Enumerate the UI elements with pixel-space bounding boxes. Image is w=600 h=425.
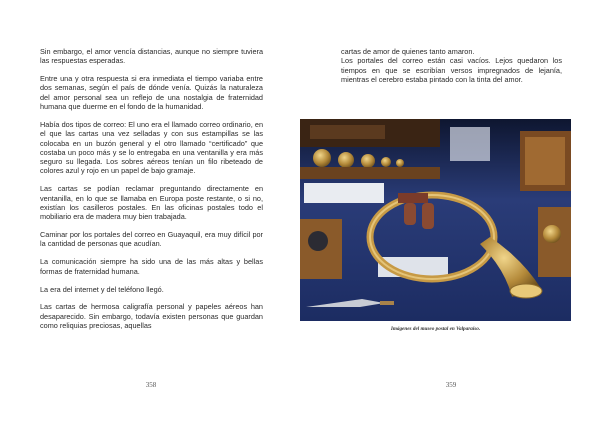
right-page-text [341,47,562,84]
paragraph: Entre una y otra respuesta si era inmediata el tiempo variaba entre dos semanas, según el país de dónde venía. Quizás la naturaleza del amor personal sea un reflejo de una nostalgia de fraternidad humana que duerme en el fondo de la humanidad. [40,74,263,112]
paragraph: Había dos tipos de correo: El uno era el llamado correo ordinario, en el que las cartas una vez selladas y con sus estampillas se las colocaba en un buzón general y el otro llamado “certificado” que costaba un poco más y se lo entregaba en una ventanilla y era más seguro su llegada. Los sobres aéreos tenían un filo ribeteado de colores azul y rojo en un papel de bajo gramaje. [40,119,263,176]
paragraph: Las cartas se podían reclamar preguntando directamente en ventanilla, en lo que se llamaba en Europa poste restante, o si no, existían los casilleros postales. En las oficinas postales todo el mobiliario era de madera muy bien trabajada. [40,184,263,222]
museum-display-photo [300,119,571,321]
page-number-left: 358 [145,381,157,389]
paragraph: Sin embargo, el amor vencía distancias, aunque no siempre tuviera las respuestas esperadas. [40,47,263,66]
postal-horn-icon [300,119,571,321]
paragraph: cartas de amor de quienes tanto amaron. [341,47,475,56]
left-page-text [40,47,263,339]
photo-caption: Imágenes del museo postal en Valparaíso. [390,326,481,332]
paragraph: La era del internet y del teléfono llegó. [40,284,164,294]
paragraph: Caminar por los portales del correo en Guayaquil, era muy difícil por la cantidad de personas que acudían. [40,230,263,249]
paragraph: Las cartas de hermosa caligrafía personal y papeles aéreos han desaparecido. Sin embargo, todavía existen personas que guardan como reliquias preciosas, aquellas [40,302,263,330]
page-number-right: 359 [445,381,457,389]
paragraph: La comunicación siempre ha sido una de las más altas y bellas formas de fraternidad humana. [40,257,263,276]
paragraph: Los portales del correo están casi vacíos. Lejos quedaron los tiempos en que se escribían versos impregnados de lejanía, mientras el cerebro estaba pintado con la tinta del amor. [341,56,562,84]
right-page [300,0,600,425]
